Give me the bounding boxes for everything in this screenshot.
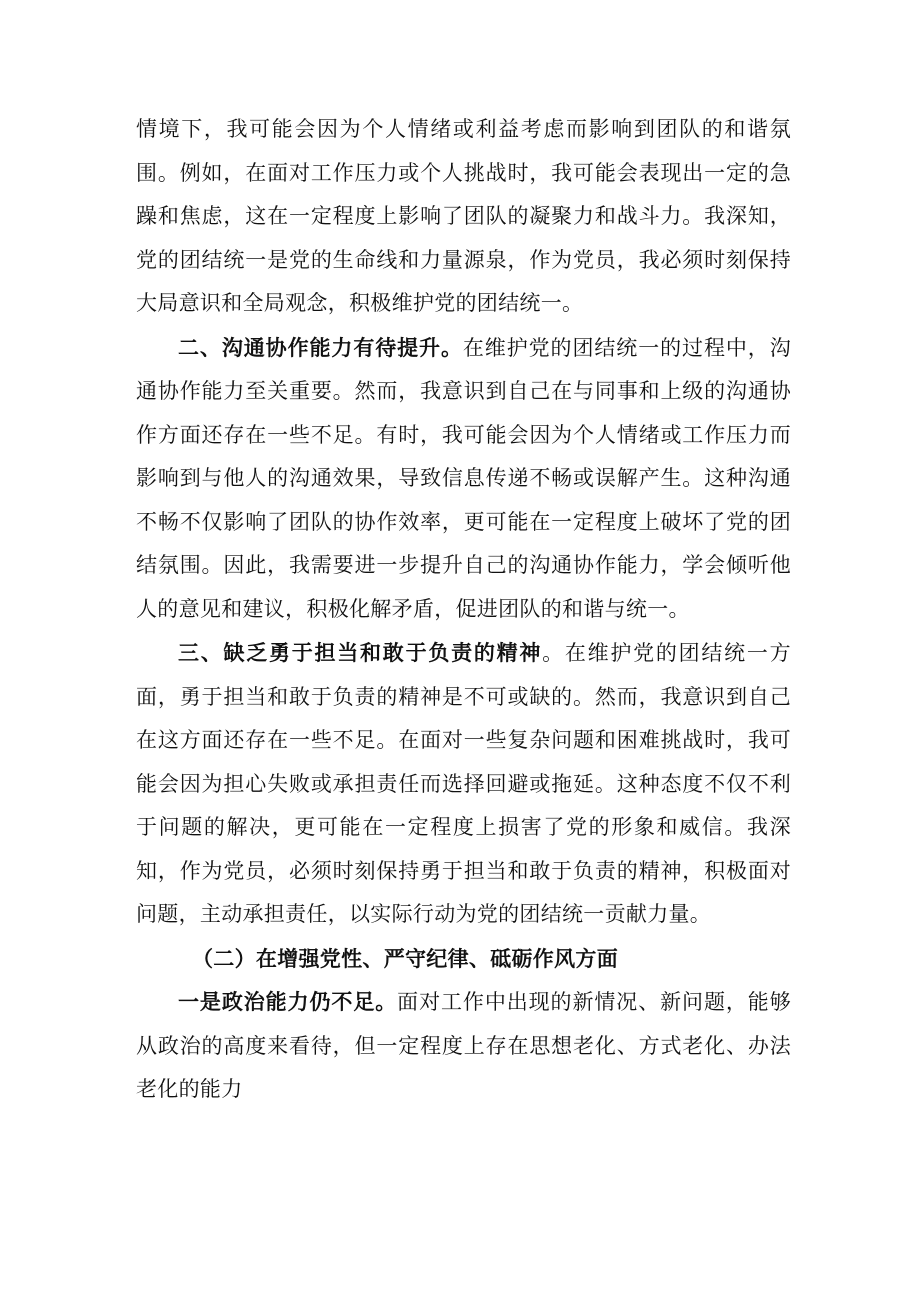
paragraph-4-text: 面对工作中出现的新情况、新问题，能够从政治的高度来看待，但一定程度上存在思想老化、方式老化、办法老化的能力 bbox=[136, 990, 792, 1101]
paragraph-4 bbox=[136, 980, 791, 1112]
paragraph-2-lead: 二、沟通协作能力有待提升。 bbox=[178, 334, 463, 360]
document-body bbox=[136, 108, 791, 1112]
paragraph-4-lead: 一是政治能力仍不足。 bbox=[178, 989, 398, 1014]
paragraph-1 bbox=[136, 108, 791, 326]
paragraph-2-text: 在维护党的团结统一的过程中，沟通协作能力至关重要。然而，我意识到自己在与同事和上级的沟通协作方面还存在一些不足。有时，我可能会因为个人情绪或工作压力而影响到与他人的沟通效果，导致信息传递不畅或误解产生。这种沟通不畅不仅影响了团队的协作效率，更可能在一定程度上破坏了党的团结氛围。因此，我需要进一步提升自己的沟通协作能力，学会倾听他人的意见和建议，积极化解矛盾，促进团队的和谐与统一。 bbox=[136, 335, 791, 621]
paragraph-1-text: 情境下，我可能会因为个人情绪或利益考虑而影响到团队的和谐氛围。例如，在面对工作压力或个人挑战时，我可能会表现出一定的急躁和焦虑，这在一定程度上影响了团队的凝聚力和战斗力。我深知，党的团结统一是党的生命线和力量源泉，作为党员，我必须时刻保持大局意识和全局观念，积极维护党的团结统一。 bbox=[136, 117, 791, 315]
paragraph-3-lead: 三、缺乏勇于担当和敢于负责的精神 bbox=[178, 640, 543, 665]
paragraph-3-text: 。在维护党的团结统一方面，勇于担当和敢于负责的精神是不可或缺的。然而，我意识到自己在这方面还存在一些不足。在面对一些复杂问题和困难挑战时，我可能会因为担心失败或承担责任而选择回避或拖延。这种态度不仅不利于问题的解决，更可能在一定程度上损害了党的形象和威信。我深知，作为党员，必须时刻保持勇于担当和敢于负责的精神，积极面对问题，主动承担责任，以实际行动为党的团结统一贡献力量。 bbox=[136, 641, 791, 926]
section-subheading: （二）在增强党性、严守纪律、砥砺作风方面 bbox=[192, 945, 618, 971]
paragraph-3 bbox=[136, 631, 791, 937]
paragraph-2 bbox=[136, 326, 791, 632]
